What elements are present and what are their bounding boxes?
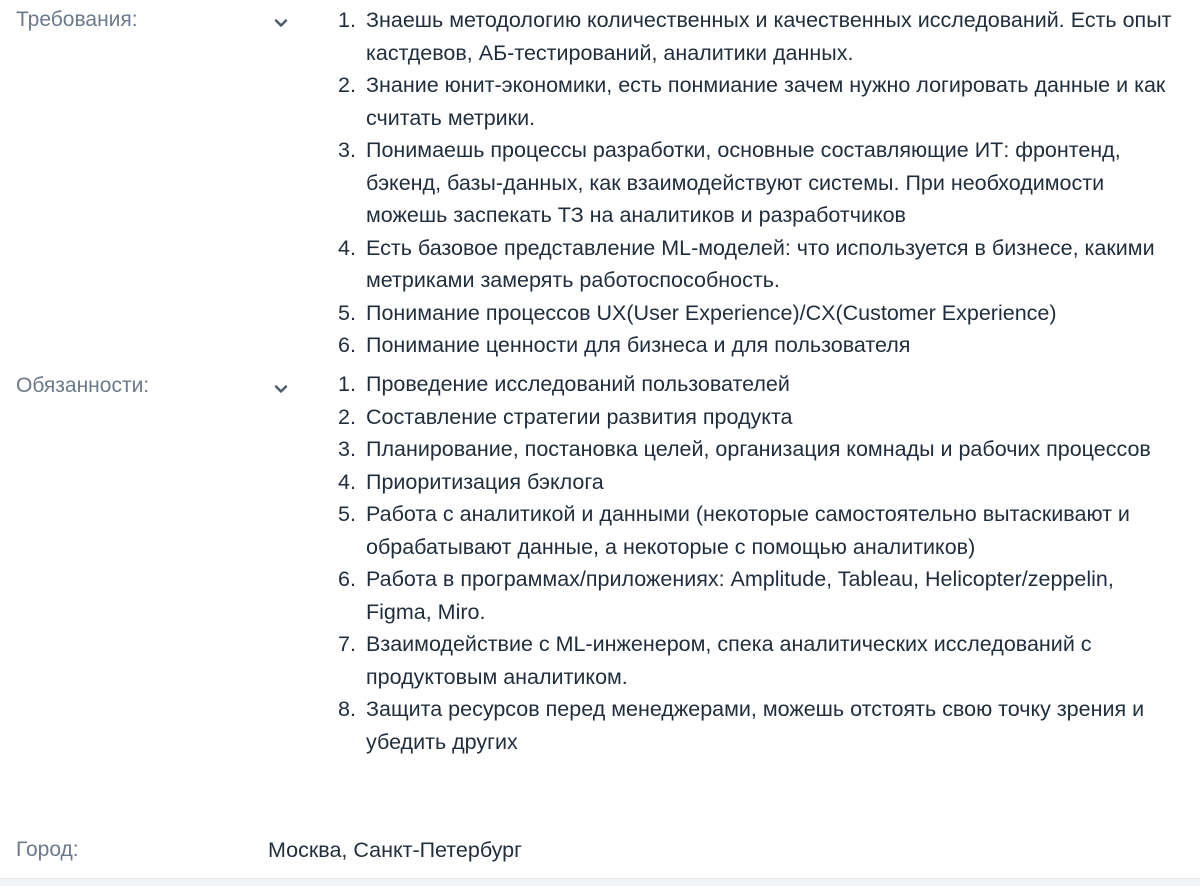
list-item: 3. Планирование, постановка целей, организация комнады и рабочих процессов — [338, 437, 1151, 461]
chevron-down-icon[interactable] — [272, 14, 290, 32]
list-item: 6. Работа в программах/приложениях: Amplitude, Tableau, Helicopter/zeppelin, Figma, Miro. — [338, 567, 1114, 624]
list-item: 5. Понимание процессов UX(User Experience)/CX(Customer Experience) — [338, 300, 1057, 325]
list-item: 1. Знаешь методологию количественных и качественных исследований. Есть опыт кастдевов, АБ-тестирований, аналитики данных. — [338, 8, 1172, 65]
duties-label: Обязанности: — [16, 374, 150, 397]
list-item: 4. Есть базовое представление ML-моделей: что используется в бизнесе, какими метриками замерять работоспособность. — [338, 235, 1155, 292]
requirements-label: Требования: — [16, 8, 138, 31]
city-value: Москва, Санкт-Петербург — [268, 838, 522, 862]
list-item: 3. Понимаешь процессы разработки, основные составляющие ИТ: фронтенд, бэкенд, базы-данных, как взаимодействуют системы. При необходимости можешь заспекать ТЗ на аналитиков и разработчиков — [338, 138, 1121, 227]
list-item: 1. Проведение исследований пользователей — [338, 372, 790, 396]
list-item: 8. Защита ресурсов перед менеджерами, можешь отстоять свою точку зрения и убедить других — [338, 697, 1145, 754]
list-item: 7. Взаимодействие с ML-инженером, спека аналитических исследований с продуктовым аналитиком. — [338, 632, 1092, 689]
list-item: 2. Составление стратегии развития продукта — [338, 404, 793, 429]
duties-list — [338, 368, 1178, 758]
chevron-down-icon[interactable] — [272, 380, 290, 398]
requirements-list — [338, 4, 1178, 362]
city-label: Город: — [16, 838, 79, 861]
list-item: 6. Понимание ценности для бизнеса и для пользователя — [338, 333, 911, 357]
list-item: 5. Работа с аналитикой и данными (некоторые самостоятельно вытаскивают и обрабатывают данные, а некоторые с помощью аналитиков) — [338, 502, 1130, 559]
list-item: 4. Приоритизация бэклога — [338, 469, 604, 494]
list-item: 2. Знание юнит-экономики, есть понмиание зачем нужно логировать данные и как считать метрики. — [338, 73, 1166, 130]
